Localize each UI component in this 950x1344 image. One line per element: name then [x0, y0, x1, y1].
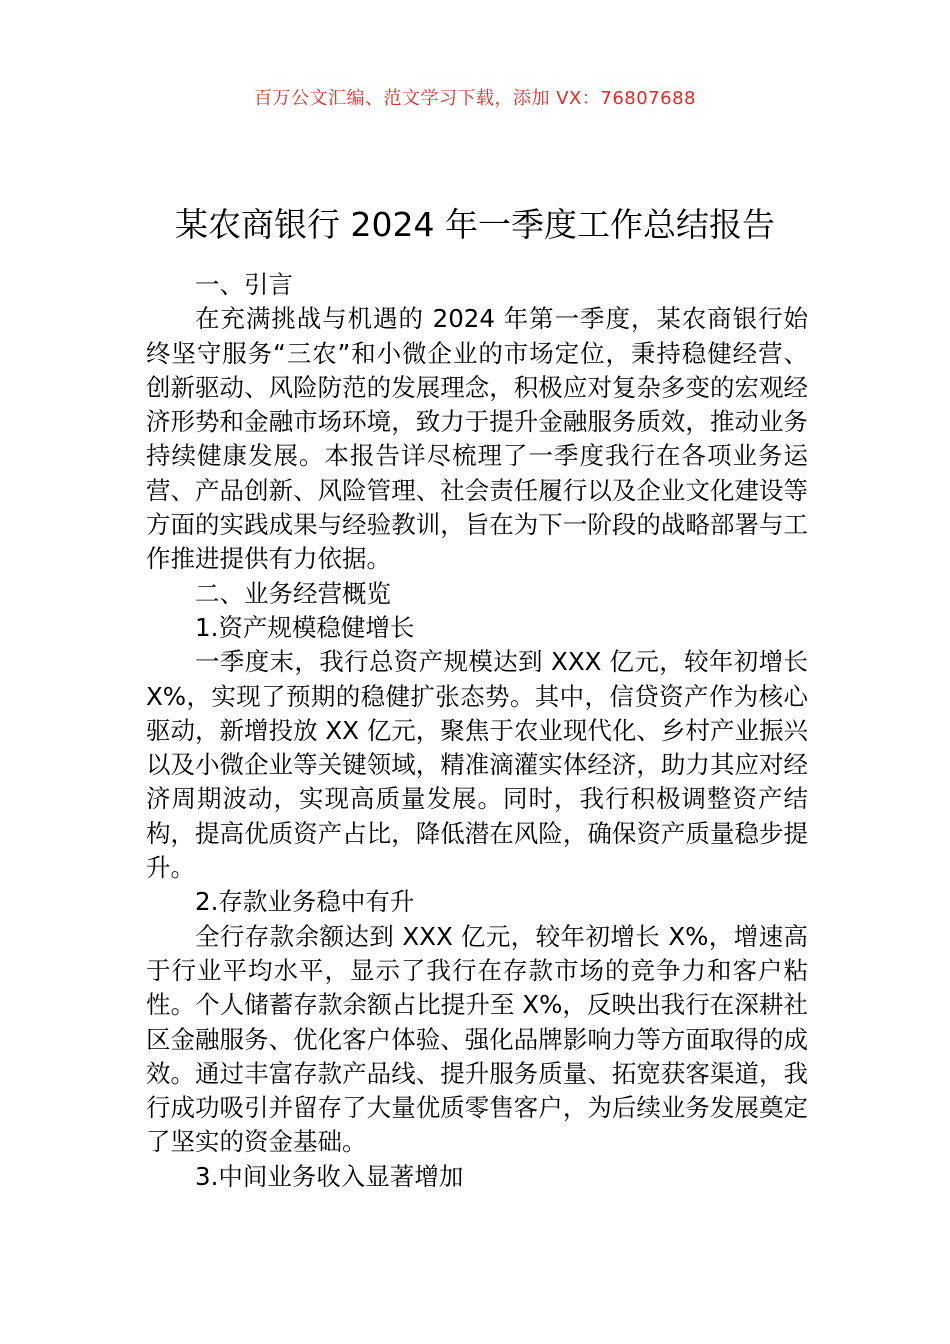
subheading-intermediate-business: 3.中间业务收入显著增加 — [195, 1161, 464, 1191]
document-body — [146, 268, 808, 1194]
section-heading-intro: 一、引言 — [195, 270, 293, 299]
paragraph-asset-scale: 一季度末，我行总资产规模达到 XXX 亿元，较年初增长 X%，实现了预期的稳健扩张态势。其中，信贷资产作为核心驱动，新增投放 XX 亿元，聚焦于农业现代化、乡村产业振兴以及小微企业等关键领域，精准滴灌实体经济，助力其应对经济周期波动，实现高质量发展。同时，我行积极调整资产结构，提高优质资产占比，降低潜在风险，确保资产质量稳步提升。 — [146, 647, 808, 883]
subheading-deposit-business: 2.存款业务稳中有升 — [195, 887, 415, 917]
subheading-asset-scale: 1.资产规模稳健增长 — [195, 612, 415, 642]
paragraph-deposit-business: 全行存款余额达到 XXX 亿元，较年初增长 X%，增速高于行业平均水平，显示了我行在存款市场的竞争力和客户粘性。个人储蓄存款余额占比提升至 X%，反映出我行在深耕社区金融服务、优化客户体验、强化品牌影响力等方面取得的成效。通过丰富存款产品线、提升服务质量、拓宽获客渠道，我行成功吸引并留存了大量优质零售客户，为后续业务发展奠定了坚实的资金基础。 — [146, 921, 808, 1157]
section-heading-business-overview: 二、业务经营概览 — [195, 578, 391, 608]
header-note: 百万公文汇编、范文学习下载，添加 VX：76807688 — [254, 88, 696, 109]
paragraph-intro: 在充满挑战与机遇的 2024 年第一季度，某农商银行始终坚守服务“三农”和小微企业的市场定位，秉持稳健经营、创新驱动、风险防范的发展理念，积极应对复杂多变的宏观经济形势和金融市场环境，致力于提升金融服务质效，推动业务持续健康发展。本报告详尽梳理了一季度我行在各项业务运营、产品创新、风险管理、社会责任履行以及企业文化建设等方面的实践成果与经验教训，旨在为下一阶段的战略部署与工作推进提供有力依据。 — [146, 304, 808, 574]
document-title: 某农商银行 2024 年一季度工作总结报告 — [175, 205, 775, 245]
